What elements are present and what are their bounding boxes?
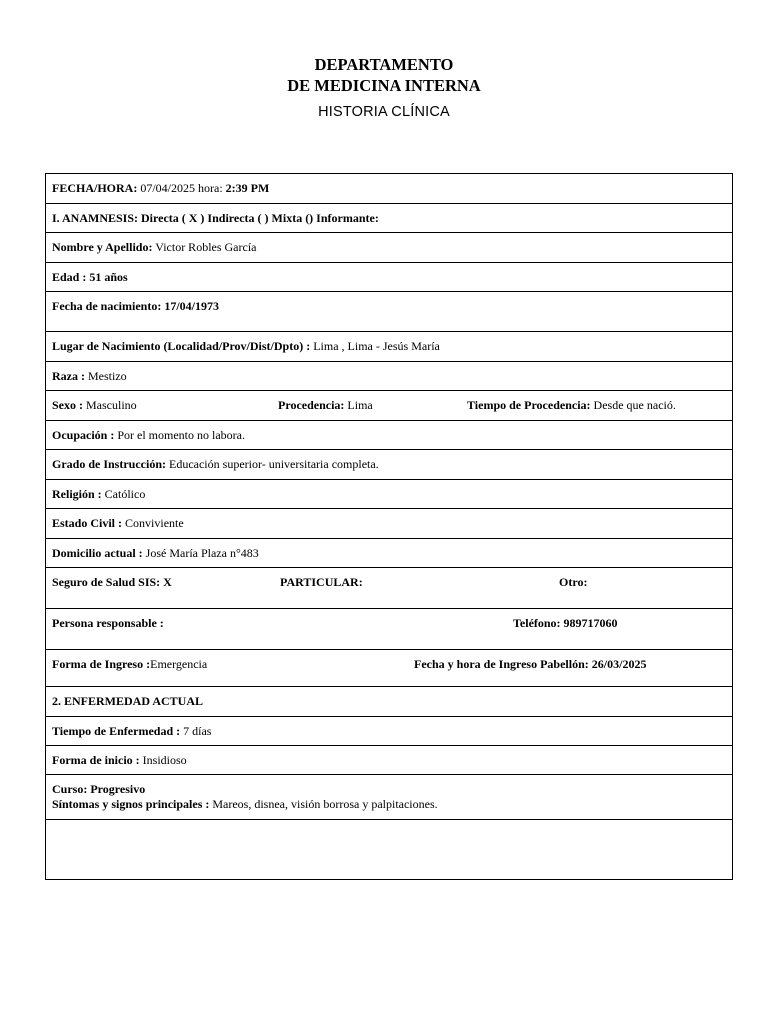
raza-label: Raza : — [52, 369, 85, 383]
hora-value: 2:39 PM — [225, 181, 270, 195]
row-lugar-nacimiento — [45, 332, 733, 362]
fecha-nacimiento-label: Fecha de nacimiento: 17/04/1973 — [52, 299, 219, 313]
row-seguro — [45, 568, 733, 609]
row-fecha-hora — [45, 174, 733, 204]
lugar-label: Lugar de Nacimiento (Localidad/Prov/Dist/Dpto) : — [52, 339, 311, 353]
responsable-label: Persona responsable : — [52, 616, 164, 630]
department-title-line2: DE MEDICINA INTERNA — [287, 76, 481, 95]
estado-civil-value: Conviviente — [125, 516, 184, 530]
edad-label: Edad : 51 años — [52, 270, 128, 284]
document-subtitle: HISTORIA CLÍNICA — [318, 104, 450, 120]
domicilio-value: José María Plaza n°483 — [145, 546, 259, 560]
hora-label: hora: — [198, 181, 223, 195]
pabellon-label: Fecha y hora de Ingreso Pabellón: 26/03/2025 — [414, 657, 647, 671]
raza-value: Mestizo — [88, 369, 127, 383]
ingreso-label: Forma de Ingreso : — [52, 657, 151, 671]
particular-label: PARTICULAR: — [280, 575, 363, 589]
department-title-line1: DEPARTAMENTO — [314, 55, 454, 74]
lugar-value: Lima , Lima - Jesús María — [313, 339, 440, 353]
row-raza — [45, 362, 733, 391]
religion-value: Católico — [104, 487, 146, 501]
sintomas-value: Mareos, disnea, visión borrosa y palpitaciones. — [212, 797, 438, 811]
row-forma-ingreso — [45, 650, 733, 687]
row-edad — [45, 263, 733, 292]
enfermedad-actual-heading: 2. ENFERMEDAD ACTUAL — [52, 694, 204, 708]
row-tiempo-enfermedad — [45, 717, 733, 746]
row-religion — [45, 480, 733, 509]
ocupacion-label: Ocupación : — [52, 428, 115, 442]
ocupacion-value: Por el momento no labora. — [117, 428, 245, 442]
inicio-value: Insidioso — [142, 753, 187, 767]
procedencia-value: Lima — [347, 398, 373, 412]
ingreso-value: Emergencia — [150, 657, 208, 671]
tiempo-enfermedad-value: 7 días — [183, 724, 212, 738]
row-nombre — [45, 233, 733, 263]
row-responsable — [45, 609, 733, 650]
inicio-label: Forma de inicio : — [52, 753, 140, 767]
tiempo-procedencia-label: Tiempo de Procedencia: — [467, 398, 591, 412]
curso-label: Curso: Progresivo — [52, 782, 146, 796]
fecha-value: 07/04/2025 — [140, 181, 196, 195]
nombre-label: Nombre y Apellido: — [52, 240, 153, 254]
instruccion-value: Educación superior- universitaria completa. — [169, 457, 379, 471]
religion-label: Religión : — [52, 487, 102, 501]
procedencia-label: Procedencia: — [278, 398, 345, 412]
domicilio-label: Domicilio actual : — [52, 546, 143, 560]
otro-label: Otro: — [559, 575, 588, 589]
tiempo-enfermedad-label: Tiempo de Enfermedad : — [52, 724, 181, 738]
row-domicilio — [45, 539, 733, 568]
row-enfermedad-actual — [45, 687, 733, 717]
row-anamnesis — [45, 204, 733, 233]
row-curso-sintomas — [45, 775, 733, 820]
nombre-value: Victor Robles García — [155, 240, 257, 254]
row-empty-notes — [45, 820, 733, 880]
sintomas-label: Síntomas y signos principales : — [52, 797, 210, 811]
instruccion-label: Grado de Instrucción: — [52, 457, 166, 471]
row-instruccion — [45, 450, 733, 480]
fecha-hora-label: FECHA/HORA: — [52, 181, 138, 195]
anamnesis-label: I. ANAMNESIS: Directa ( X ) Indirecta ( ) Mixta () Informante: — [52, 211, 379, 225]
telefono-label: Teléfono: 989717060 — [513, 616, 618, 630]
sexo-value: Masculino — [86, 398, 137, 412]
row-sexo-procedencia — [45, 391, 733, 421]
row-estado-civil — [45, 509, 733, 539]
clinical-history-form — [45, 173, 733, 880]
estado-civil-label: Estado Civil : — [52, 516, 123, 530]
tiempo-procedencia-value: Desde que nació. — [593, 398, 676, 412]
seguro-label: Seguro de Salud SIS: X — [52, 575, 172, 589]
row-fecha-nacimiento — [45, 292, 733, 332]
row-forma-inicio — [45, 746, 733, 775]
sexo-label: Sexo : — [52, 398, 83, 412]
row-ocupacion — [45, 421, 733, 450]
